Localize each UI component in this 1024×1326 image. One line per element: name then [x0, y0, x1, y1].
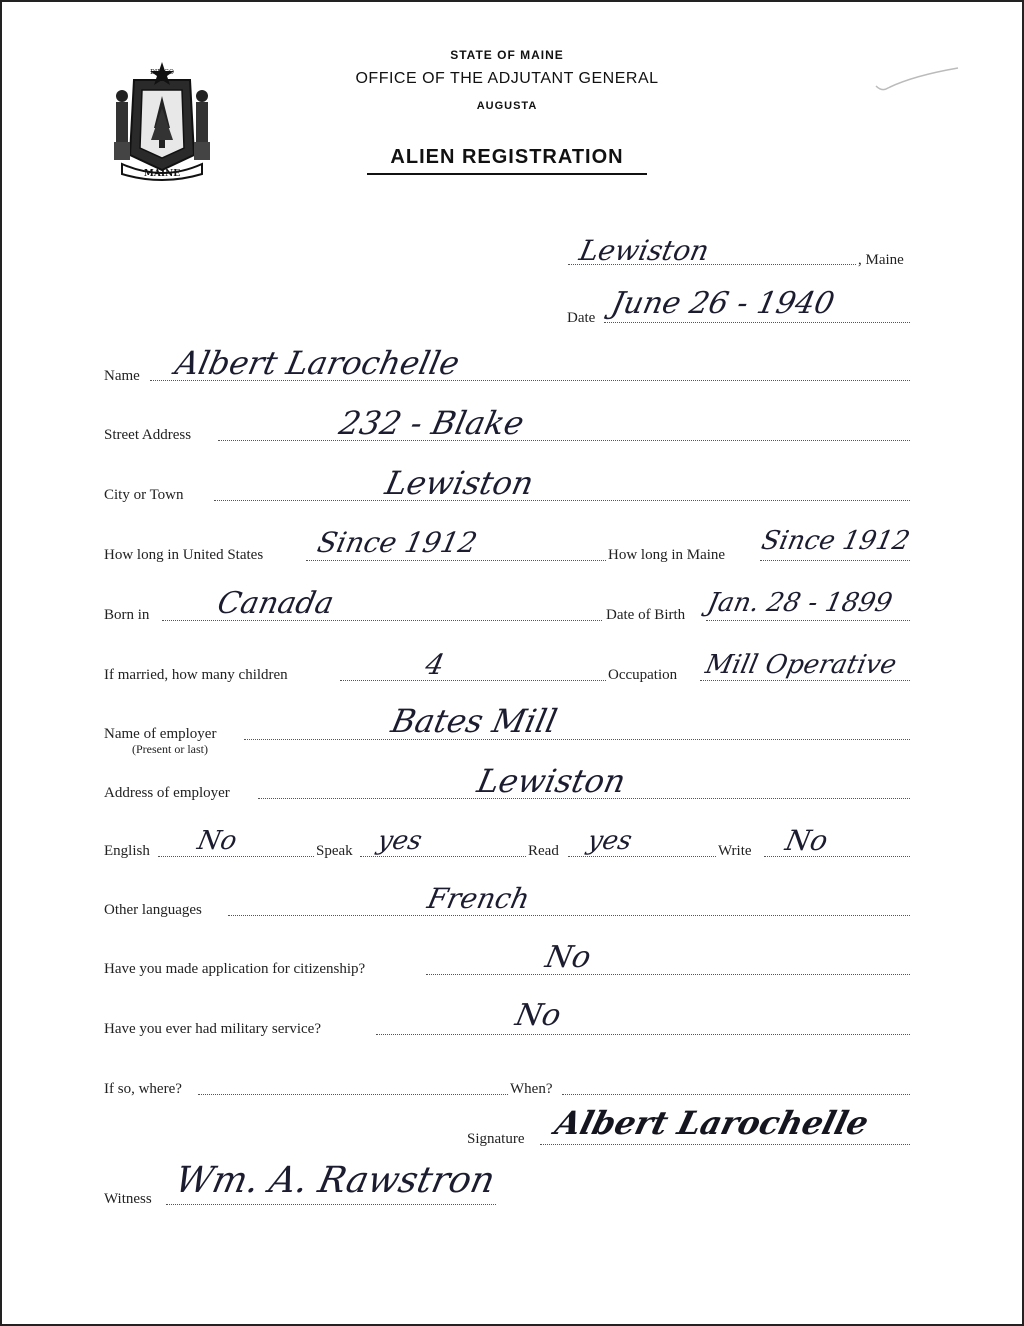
employer-address-label: Address of employer [104, 785, 230, 801]
born-in-label: Born in [104, 607, 150, 623]
office-heading: OFFICE OF THE ADJUTANT GENERAL [355, 70, 659, 87]
date-line [604, 322, 910, 323]
street-value: 232 - Blake [335, 404, 528, 442]
signature-label: Signature [467, 1131, 525, 1147]
name-label: Name [104, 368, 140, 384]
svg-text:MAINE: MAINE [143, 169, 181, 179]
signature-value: Albert Larochelle [551, 1104, 873, 1142]
write-value: No [782, 824, 831, 857]
employer-label: Name of employer [104, 726, 217, 742]
date-of-birth-label: Date of Birth [606, 607, 686, 623]
other-languages-value: French [424, 882, 533, 915]
english-line [158, 856, 314, 857]
town-value: Lewiston [576, 234, 713, 267]
how-long-maine-label: How long in Maine [608, 547, 726, 563]
date-label: Date [567, 310, 596, 326]
city-value: Lewiston [381, 464, 538, 502]
children-value: 4 [422, 648, 448, 681]
svg-text:DIRIGO: DIRIGO [150, 69, 174, 76]
signature-line [540, 1144, 910, 1145]
speak-label: Speak [316, 843, 353, 859]
citizenship-label: Have you made application for citizenship? [104, 961, 366, 977]
how-long-maine-line [760, 560, 910, 561]
witness-label: Witness [104, 1191, 152, 1207]
occupation-label: Occupation [608, 667, 678, 683]
speak-value: yes [374, 826, 425, 856]
how-long-us-label: How long in United States [104, 547, 264, 563]
speak-line [360, 856, 526, 857]
english-label: English [104, 843, 150, 859]
read-line [568, 856, 716, 857]
city-label: City or Town [104, 487, 184, 503]
maine-label: , Maine [858, 252, 904, 268]
state-heading: STATE OF MAINE [450, 48, 564, 62]
date-value: June 26 - 1940 [608, 286, 838, 321]
citizenship-value: No [542, 940, 595, 975]
when-line [562, 1094, 910, 1095]
date-of-birth-value: Jan. 28 - 1899 [704, 588, 895, 618]
occupation-line [700, 680, 910, 681]
if-so-where-line [198, 1094, 508, 1095]
employer-note: (Present or last) [132, 742, 208, 756]
city-heading: AUGUSTA [476, 100, 538, 112]
employer-value: Bates Mill [387, 702, 561, 740]
how-long-us-value: Since 1912 [314, 526, 481, 559]
military-label: Have you ever had military service? [104, 1021, 321, 1037]
how-long-us-line [306, 560, 606, 561]
street-label: Street Address [104, 427, 192, 443]
when-label: When? [510, 1081, 553, 1097]
form-title: ALIEN REGISTRATION [367, 146, 647, 175]
other-languages-line [228, 915, 910, 916]
occupation-value: Mill Operative [702, 650, 900, 680]
born-in-value: Canada [214, 586, 337, 621]
city-line [214, 500, 910, 501]
how-long-maine-value: Since 1912 [758, 526, 913, 556]
witness-value: Wm. A. Rawstron [171, 1160, 499, 1201]
military-value: No [512, 998, 565, 1033]
military-line [376, 1034, 910, 1035]
other-languages-label: Other languages [104, 902, 202, 918]
read-label: Read [528, 843, 559, 859]
name-value: Albert Larochelle [171, 344, 463, 382]
if-so-where-label: If so, where? [104, 1081, 182, 1097]
employer-line [244, 739, 910, 740]
english-value: No [194, 826, 240, 856]
write-label: Write [718, 843, 752, 859]
children-label: If married, how many children [104, 667, 288, 683]
citizenship-line [426, 974, 910, 975]
street-line [218, 440, 910, 441]
children-line [340, 680, 606, 681]
witness-line [166, 1204, 496, 1205]
employer-address-value: Lewiston [473, 762, 630, 800]
read-value: yes [584, 826, 635, 856]
date-of-birth-line [706, 620, 910, 621]
